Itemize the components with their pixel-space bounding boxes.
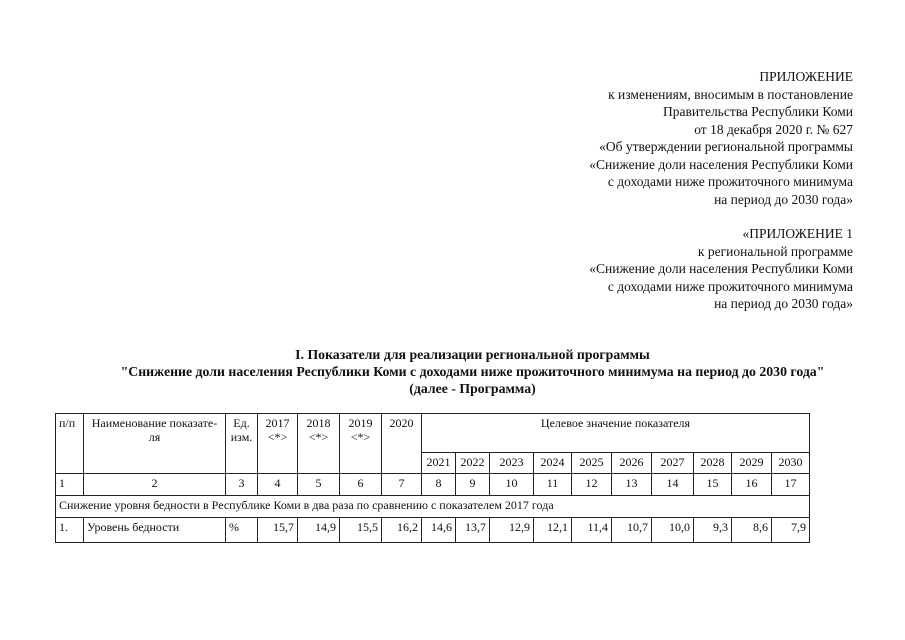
value-2022: 13,7: [456, 518, 490, 543]
target-year: 2029: [732, 453, 772, 474]
col-number: 7: [382, 474, 422, 496]
appendix-line: к изменениям, вносимым в постановление: [608, 86, 853, 102]
header-2020: 2020: [382, 414, 422, 474]
appendix1-line: «ПРИЛОЖЕНИЕ 1: [742, 226, 853, 241]
value-2030: 7,9: [772, 518, 810, 543]
value-2017: 15,7: [258, 518, 298, 543]
target-year: 2021: [422, 453, 456, 474]
value-2024: 12,1: [534, 518, 572, 543]
col-number: 11: [534, 474, 572, 496]
appendix-line: ПРИЛОЖЕНИЕ: [759, 69, 853, 84]
col-number: 9: [456, 474, 490, 496]
col-number: 15: [694, 474, 732, 496]
appendix1-line: с доходами ниже прожиточного минимума: [607, 278, 853, 294]
header-2019: 2019 <*>: [340, 414, 382, 474]
section-heading: [40, 346, 905, 397]
value-2025: 11,4: [572, 518, 612, 543]
col-number: 16: [732, 474, 772, 496]
value-2019: 15,5: [340, 518, 382, 543]
appendix1-line: «Снижение доли населения Республики Коми: [589, 261, 853, 276]
appendix1-line: к региональной программе: [697, 243, 853, 259]
col-number: 10: [490, 474, 534, 496]
heading-line-2: "Снижение доли населения Республики Коми с доходами ниже прожиточного минимума на период до 2030 года": [120, 364, 825, 379]
value-2028: 9,3: [694, 518, 732, 543]
appendix-line: Правительства Республики Коми: [662, 104, 853, 119]
target-year: 2028: [694, 453, 732, 474]
value-2020: 16,2: [382, 518, 422, 543]
col-number: 4: [258, 474, 298, 496]
appendix-line: от 18 декабря 2020 г. № 627: [694, 121, 853, 137]
value-2029: 8,6: [732, 518, 772, 543]
header-unit: Ед. изм.: [226, 414, 258, 474]
col-number: 8: [422, 474, 456, 496]
value-2021: 14,6: [422, 518, 456, 543]
row-name: Уровень бедности: [84, 518, 226, 543]
value-2027: 10,0: [652, 518, 694, 543]
header-2017: 2017 <*>: [258, 414, 298, 474]
heading-line-1: I. Показатели для реализации региональной программы: [295, 347, 650, 362]
col-number: 17: [772, 474, 810, 496]
indicators-table: [55, 413, 810, 543]
col-number: 6: [340, 474, 382, 496]
col-number: 13: [612, 474, 652, 496]
header-num: п/п: [56, 414, 84, 474]
target-year: 2022: [456, 453, 490, 474]
appendix-line: с доходами ниже прожиточного минимума: [607, 174, 853, 189]
target-year: 2025: [572, 453, 612, 474]
row-number: 1.: [56, 518, 84, 543]
col-number: 2: [84, 474, 226, 496]
value-2018: 14,9: [298, 518, 340, 543]
col-number: 5: [298, 474, 340, 496]
appendix-line: «Об утверждении региональной программы: [599, 139, 853, 154]
target-year: 2027: [652, 453, 694, 474]
section-row: Снижение уровня бедности в Республике Коми в два раза по сравнению с показателем 2017 года: [56, 496, 810, 518]
header-target: Целевое значение показателя: [422, 414, 810, 453]
row-unit: %: [226, 518, 258, 543]
header-name: Наименование показате-ля: [84, 414, 226, 474]
col-number: 14: [652, 474, 694, 496]
col-number: 3: [226, 474, 258, 496]
heading-line-3: (далее - Программа): [409, 381, 536, 396]
header-2018: 2018 <*>: [298, 414, 340, 474]
appendix1-line: на период до 2030 года»: [714, 296, 853, 311]
col-number: 12: [572, 474, 612, 496]
value-2026: 10,7: [612, 518, 652, 543]
target-year: 2024: [534, 453, 572, 474]
appendix-line: «Снижение доли населения Республики Коми: [589, 156, 853, 172]
target-year: 2026: [612, 453, 652, 474]
target-year: 2023: [490, 453, 534, 474]
target-year: 2030: [772, 453, 810, 474]
col-number: 1: [56, 474, 84, 496]
appendix-block: [493, 68, 853, 313]
value-2023: 12,9: [490, 518, 534, 543]
appendix-line: на период до 2030 года»: [714, 191, 853, 207]
